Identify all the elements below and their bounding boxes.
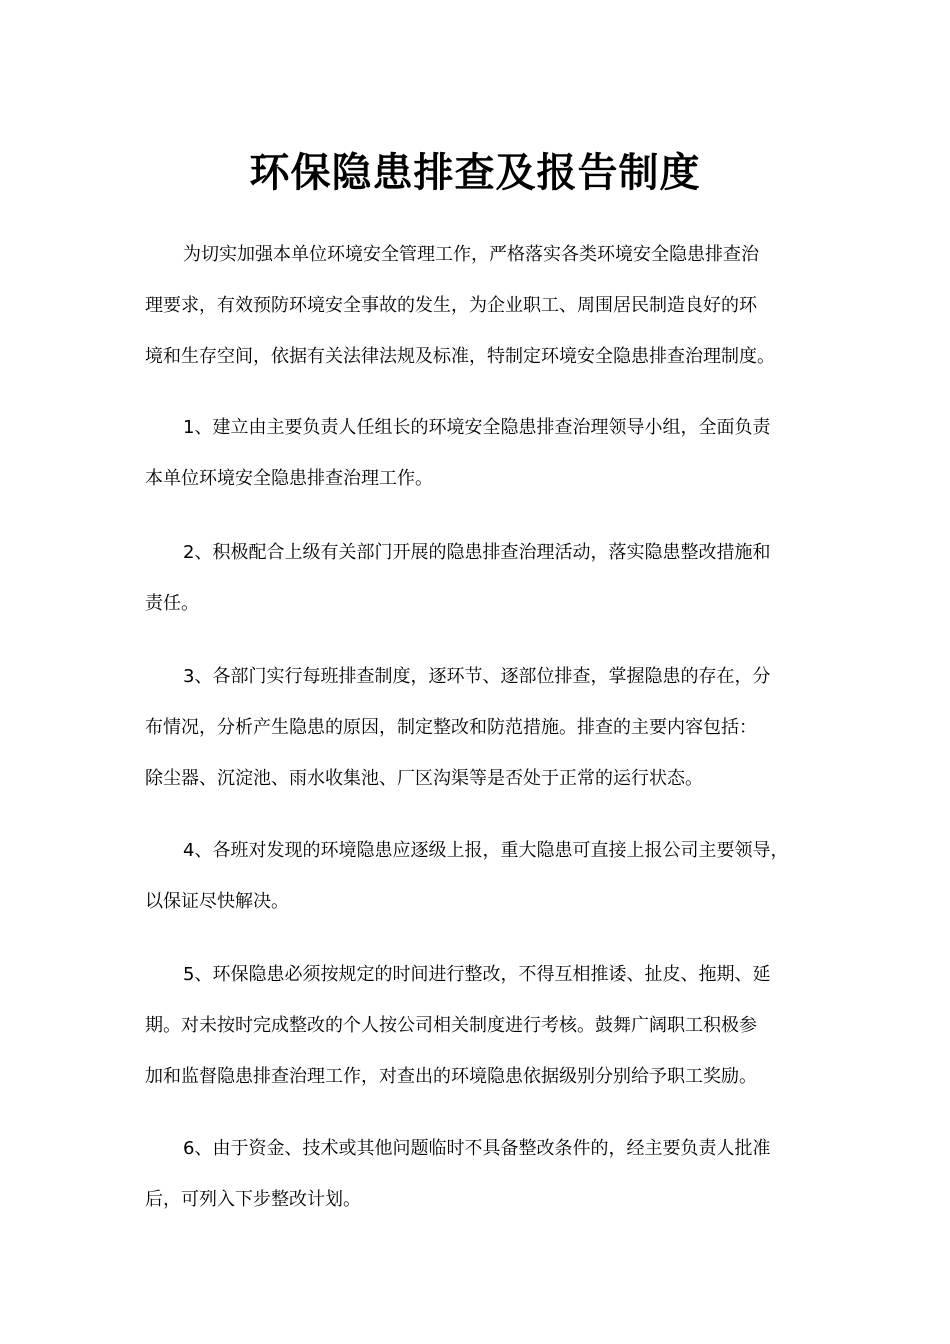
- paragraph-line: 理要求，有效预防环境安全事故的发生，为企业职工、周围居民制造良好的环: [145, 295, 757, 316]
- paragraph-line: 3、各部门实行每班排查制度，逐环节、逐部位排查，掌握隐患的存在，分: [183, 666, 771, 687]
- paragraph-line: 以保证尽快解决。: [145, 891, 289, 912]
- paragraph-line: 责任。: [145, 593, 199, 614]
- paragraph-line: 为切实加强本单位环境安全管理工作，严格落实各类环境安全隐患排查治: [183, 244, 759, 265]
- paragraph-line: 2、积极配合上级有关部门开展的隐患排查治理活动，落实隐患整改措施和: [183, 542, 771, 563]
- rule-paragraph-2: [145, 527, 810, 629]
- paragraph-line: 后，可列入下步整改计划。: [145, 1189, 361, 1210]
- intro-paragraph: [145, 229, 810, 382]
- paragraph-line: 期。对未按时完成整改的个人按公司相关制度进行考核。鼓舞广阔职工积极参: [145, 1015, 757, 1036]
- paragraph-line: 除尘器、沉淀池、雨水收集池、厂区沟渠等是否处于正常的运行状态。: [145, 768, 703, 789]
- paragraph-line: 4、各班对发现的环境隐患应逐级上报，重大隐患可直接上报公司主要领导，: [183, 840, 789, 861]
- rule-paragraph-4: [145, 825, 810, 927]
- paragraph-line: 本单位环境安全隐患排查治理工作。: [145, 468, 433, 489]
- paragraph-line: 5、环保隐患必须按规定的时间进行整改，不得互相推诿、扯皮、拖期、延: [183, 964, 771, 985]
- page-title: 环保隐患排查及报告制度: [249, 150, 701, 196]
- paragraph-line: 境和生存空间，依据有关法律法规及标准，特制定环境安全隐患排查治理制度。: [145, 346, 775, 367]
- rule-paragraph-3: [145, 651, 810, 804]
- rule-paragraph-1: [145, 402, 810, 504]
- rule-paragraph-6: [145, 1123, 810, 1225]
- paragraph-line: 布情况，分析产生隐患的原因，制定整改和防范措施。排查的主要内容包括：: [145, 717, 757, 738]
- paragraph-line: 1、建立由主要负责人任组长的环境安全隐患排查治理领导小组，全面负责: [183, 417, 771, 438]
- paragraph-line: 6、由于资金、技术或其他问题临时不具备整改条件的，经主要负责人批准: [183, 1138, 771, 1159]
- rule-paragraph-5: [145, 949, 810, 1102]
- paragraph-line: 加和监督隐患排查治理工作，对查出的环境隐患依据级别分别给予职工奖励。: [145, 1066, 757, 1087]
